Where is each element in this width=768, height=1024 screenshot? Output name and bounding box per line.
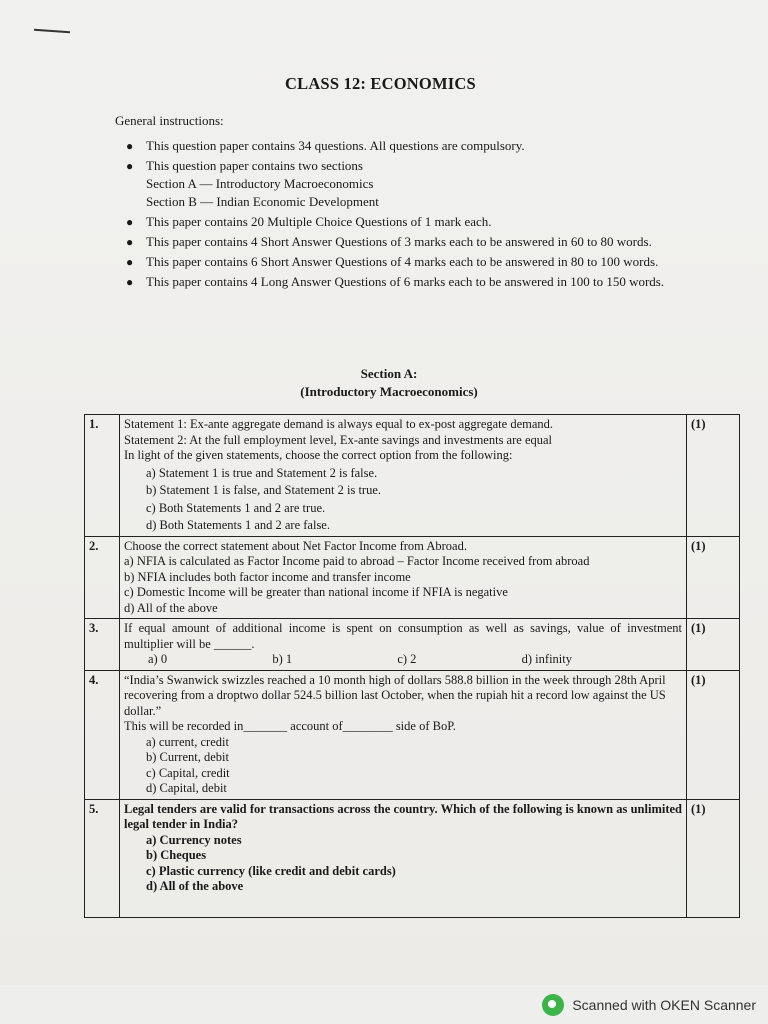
oken-logo-icon <box>542 994 564 1016</box>
instruction-item: ● This paper contains 20 Multiple Choice Questions of 1 mark each. <box>126 214 492 229</box>
pen-mark <box>34 29 70 34</box>
general-instructions-heading: General instructions: <box>115 113 224 128</box>
option: a) 0 <box>148 652 168 666</box>
option: c) Capital, credit <box>146 765 230 780</box>
instruction-item: ● This paper contains 4 Short Answer Questions of 3 marks each to be answered in 60 to 80 words. <box>126 234 652 249</box>
instruction-subitem: Section B — Indian Economic Development <box>146 194 379 209</box>
option: d) Capital, debit <box>146 781 227 795</box>
option: c) 2 <box>397 652 417 666</box>
bullet-icon: ● <box>126 235 134 249</box>
page-title: CLASS 12: ECONOMICS <box>285 74 476 93</box>
option: d) All of the above <box>146 879 244 893</box>
question-number: 3. <box>85 619 120 671</box>
scanner-text: Scanned with OKEN Scanner <box>572 997 756 1013</box>
instruction-item: ● This paper contains 4 Long Answer Questions of 6 marks each to be answered in 100 to 150 words. <box>126 274 665 289</box>
option: b) Cheques <box>146 848 207 862</box>
question-body: “India’s Swanwick swizzles reached a 10 month high of dollars 588.8 billion in the week through 28th April recovering from a droptwo dollar 524.5 billion last October, when the rupiah hit a record low against the US dollar.” This will be recorded in_______ account of________ side of BoP. a) current, credit b) Current, debit c) Capital, credit d) Capital, debit <box>120 670 687 799</box>
question-body: Choose the correct statement about Net Factor Income from Abroad. a) NFIA is calculated as Factor Income paid to abroad – Factor Income received from abroad b) NFIA includes both factor income and transfer income c) Domestic Income will be greater than national income if NFIA is negative d) All of the above <box>120 536 687 619</box>
option: d) infinity <box>521 652 572 666</box>
question-marks: (1) <box>687 799 740 917</box>
question-row <box>85 619 740 671</box>
question-row <box>85 799 740 917</box>
question-marks: (1) <box>687 415 740 537</box>
instruction-subitem: Section A — Introductory Macroeconomics <box>146 176 374 191</box>
question-marks: (1) <box>687 619 740 671</box>
bullet-icon: ● <box>126 159 134 173</box>
question-body: Legal tenders are valid for transactions across the country. Which of the following is known as unlimited legal tender in India? a) Currency notes b) Cheques c) Plastic currency (like credit and debit cards) d) All of the above <box>120 799 687 917</box>
question-number: 4. <box>85 670 120 799</box>
instruction-item: ● This question paper contains two sections Section A — Introductory Macroeconomics Section B — Indian Economic Development <box>122 157 702 211</box>
option: a) Statement 1 is true and Statement 2 is false. <box>146 465 378 480</box>
option: a) current, credit <box>146 734 229 749</box>
instructions-list <box>122 137 702 293</box>
option: c) Both Statements 1 and 2 are true. <box>146 500 326 515</box>
bullet-icon: ● <box>126 255 134 269</box>
bullet-icon: ● <box>126 139 134 153</box>
question-marks: (1) <box>687 670 740 799</box>
option: b) Current, debit <box>146 750 229 764</box>
option: b) 1 <box>272 652 293 666</box>
bullet-icon: ● <box>126 275 134 289</box>
question-row <box>85 536 740 619</box>
question-marks: (1) <box>687 536 740 619</box>
option: b) Statement 1 is false, and Statement 2 is true. <box>146 483 382 497</box>
question-body: If equal amount of additional income is spent on consumption as well as savings, value of investment multiplier will be ______. a) 0 b) 1 c) 2 d) infinity <box>120 619 687 671</box>
question-number: 2. <box>85 536 120 619</box>
instruction-item: ● This question paper contains 34 questions. All questions are compulsory. <box>126 138 525 153</box>
question-row <box>85 670 740 799</box>
question-body: Statement 1: Ex-ante aggregate demand is always equal to ex-post aggregate demand. Statement 2: At the full employment level, Ex-ante savings and investments are equal In light of the given statements, choose the correct option from the following: a) Statement 1 is true and Statement 2 is false. b) Statement 1 is false, and Statement 2 is true. c) Both Statements 1 and 2 are true. d) Both Statements 1 and 2 are false. <box>120 415 687 537</box>
section-a-heading: Section A: <box>360 366 418 381</box>
option: d) Both Statements 1 and 2 are false. <box>146 518 330 532</box>
question-row <box>85 415 740 537</box>
option: a) Currency notes <box>146 832 242 847</box>
bullet-icon: ● <box>126 215 134 229</box>
instruction-item: ● This paper contains 6 Short Answer Questions of 4 marks each to be answered in 80 to 100 words. <box>126 254 659 269</box>
question-number: 1. <box>85 415 120 537</box>
questions-table <box>84 414 740 918</box>
question-number: 5. <box>85 799 120 917</box>
scanner-watermark <box>542 994 756 1016</box>
option: c) Plastic currency (like credit and debit cards) <box>146 863 396 878</box>
inline-options <box>124 652 682 668</box>
section-a-subheading: (Introductory Macroeconomics) <box>300 384 478 399</box>
